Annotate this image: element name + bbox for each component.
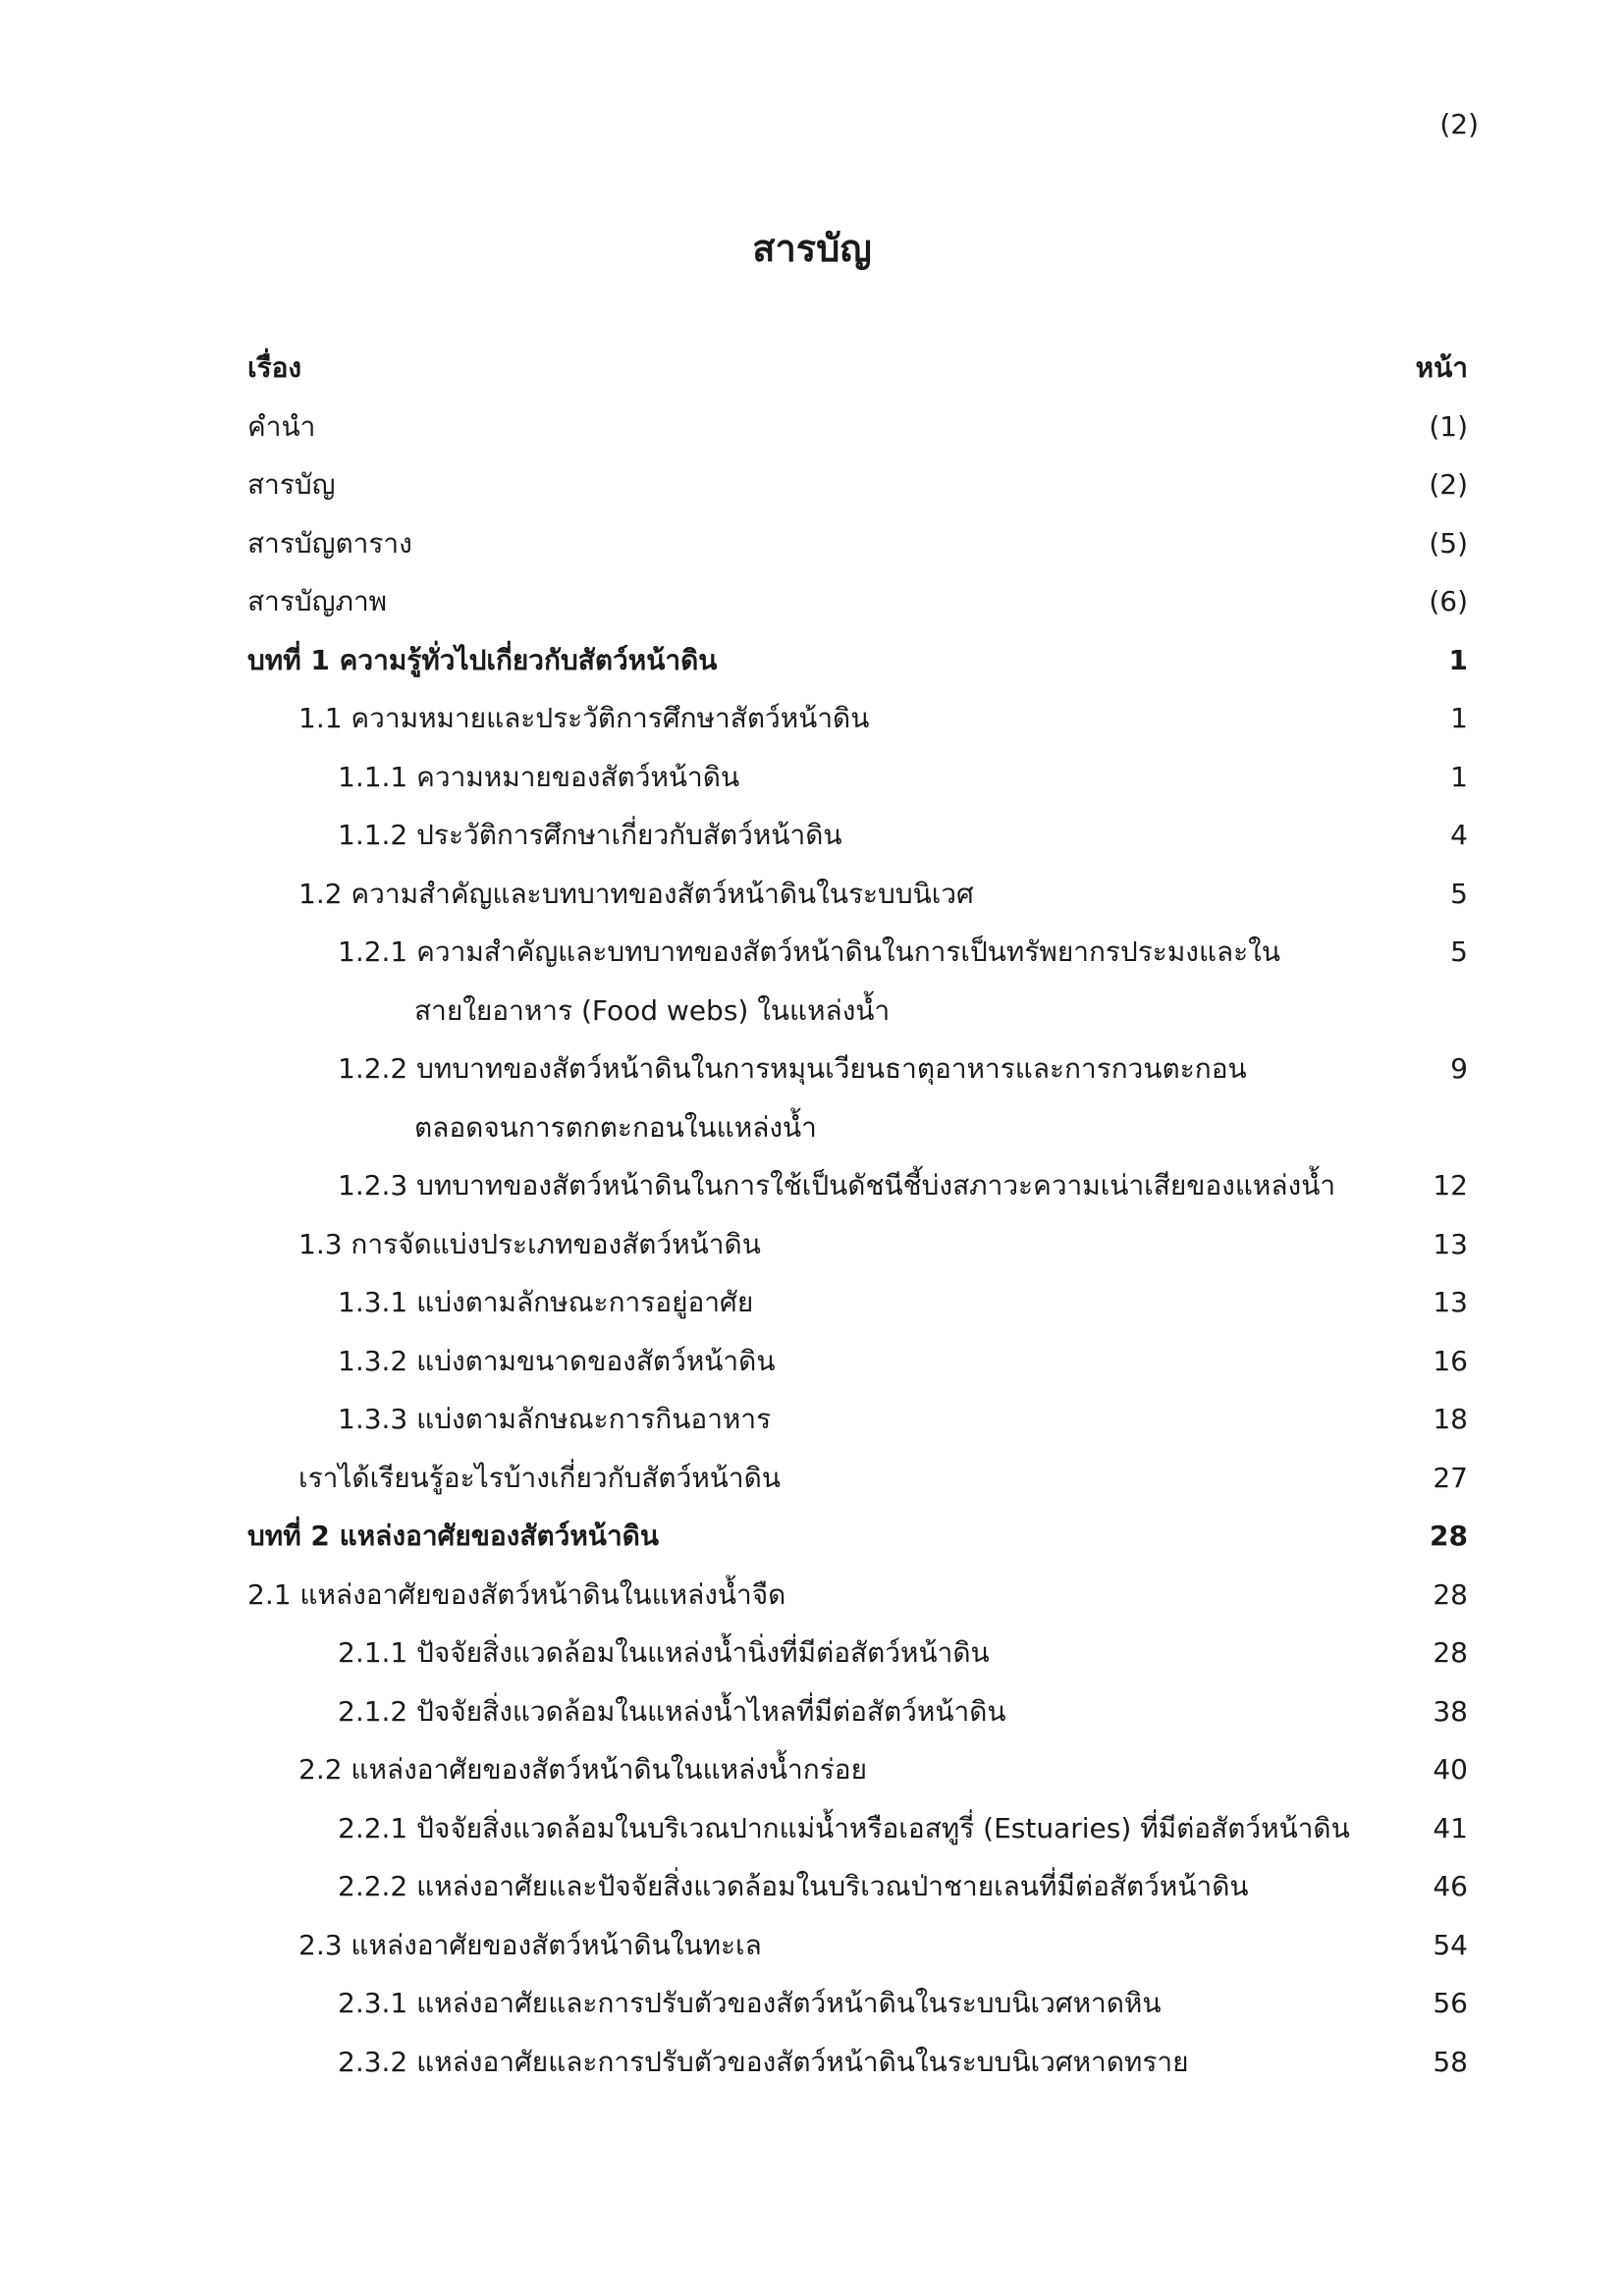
toc-entry-title: 2.2 แหล่งอาศัยของสัตว์หน้าดินในแหล่งน้ำกร่อย (298, 1753, 867, 1786)
toc-title: สารบัญ (752, 227, 872, 270)
toc-entry (247, 1624, 1468, 1682)
toc-entry-page: 28 (1433, 1577, 1468, 1611)
toc-entry (247, 806, 1468, 865)
toc-entry (247, 2033, 1468, 2092)
toc-entry (247, 1449, 1468, 1508)
toc-entry-page: 40 (1433, 1753, 1468, 1786)
toc-entry-title: 1.2.2 บทบาทของสัตว์หน้าดินในการหมุนเวียนธาตุอาหารและการกวนตะกอน (338, 1052, 1247, 1085)
toc-entry-page: 16 (1433, 1344, 1468, 1377)
toc-entry-page: 13 (1433, 1286, 1468, 1318)
toc-entry (247, 865, 1468, 924)
toc-entry (247, 1507, 1468, 1566)
toc-entry (247, 923, 1468, 1040)
toc-entry-page: 1 (1448, 643, 1468, 676)
toc-entry-page: 27 (1433, 1461, 1468, 1494)
toc-entry-page: (6) (1429, 585, 1468, 617)
toc-entry-page: 41 (1433, 1811, 1468, 1844)
toc-entry-page: 12 (1433, 1169, 1468, 1201)
toc-entry (247, 455, 1468, 514)
toc-entry-title: 2.1.2 ปัจจัยสิ่งแวดล้อมในแหล่งน้ำไหลที่มีต่อสัตว์หน้าดิน (338, 1694, 1006, 1728)
toc-entry-title: 2.2.1 ปัจจัยสิ่งแวดล้อมในบริเวณปากแม่น้ำหรือเอสทูรี่ (Estuaries) ที่มีต่อสัตว์หน้าดิน (338, 1811, 1350, 1844)
toc-entry (247, 748, 1468, 807)
toc-entry-title: 1.1.1 ความหมายของสัตว์หน้าดิน (338, 760, 740, 793)
toc-entry-page: 56 (1433, 1987, 1468, 2019)
toc-entry (247, 1799, 1468, 1858)
toc-entry (247, 572, 1468, 631)
toc-entry-title: 1.2 ความสำคัญและบทบาทของสัตว์หน้าดินในระบบนิเวศ (298, 877, 974, 910)
toc-entry (247, 1273, 1468, 1332)
toc-entry-title: 1.3.2 แบ่งตามขนาดของสัตว์หน้าดิน (338, 1344, 776, 1377)
toc-entry-title: 2.3.1 แหล่งอาศัยและการปรับตัวของสัตว์หน้าดินในระบบนิเวศหาดหิน (338, 1987, 1162, 2019)
toc-entry-title: 1.2.1 ความสำคัญและบทบาทของสัตว์หน้าดินในการเป็นทรัพยากรประมงและใน (338, 935, 1280, 968)
toc-entry-title: 2.1.1 ปัจจัยสิ่งแวดล้อมในแหล่งน้ำนิ่งที่มีต่อสัตว์หน้าดิน (338, 1636, 990, 1669)
toc-entry-title: 1.3.1 แบ่งตามลักษณะการอยู่อาศัย (338, 1286, 754, 1318)
toc-entry-title: คำนำ (247, 409, 316, 443)
toc-entry-title: เราได้เรียนรู้อะไรบ้างเกี่ยวกับสัตว์หน้าดิน (298, 1461, 781, 1494)
toc-entry-page: 38 (1433, 1694, 1468, 1728)
toc-entry-title: 2.2.2 แหล่งอาศัยและปัจจัยสิ่งแวดล้อมในบริเวณป่าชายเลนที่มีต่อสัตว์หน้าดิน (338, 1870, 1249, 1902)
toc-entry (247, 1857, 1468, 1916)
toc-list (247, 339, 1468, 2091)
toc-entry-title: สารบัญ (247, 468, 336, 501)
toc-entry-title: บทที่ 2 แหล่งอาศัยของสัตว์หน้าดิน (247, 1520, 659, 1552)
toc-entry (247, 1040, 1468, 1156)
toc-entry-page: 58 (1433, 2045, 1468, 2078)
toc-entry-page: 4 (1450, 819, 1468, 851)
toc-entry-title: สารบัญภาพ (247, 585, 388, 617)
toc-entry-title: 2.3.2 แหล่งอาศัยและการปรับตัวของสัตว์หน้าดินในระบบนิเวศหาดทราย (338, 2045, 1189, 2078)
page-number: (2) (1439, 108, 1479, 140)
toc-entry-page: 1 (1450, 702, 1468, 734)
toc-entry-page: 5 (1450, 877, 1468, 910)
toc-entry-page: (2) (1429, 468, 1468, 501)
toc-entry (247, 631, 1468, 690)
toc-entry-title: บทที่ 1 ความรู้ทั่วไปเกี่ยวกับสัตว์หน้าดิน (247, 643, 718, 676)
toc-entry-page: 18 (1433, 1403, 1468, 1435)
toc-header-row (247, 339, 1468, 398)
toc-entry (247, 1156, 1468, 1215)
toc-entry (247, 1332, 1468, 1391)
toc-entry-title-continuation: ตลอดจนการตกตะกอนในแหล่งน้ำ (414, 1110, 817, 1144)
toc-entry-page: 28 (1433, 1636, 1468, 1669)
toc-entry-title: 2.3 แหล่งอาศัยของสัตว์หน้าดินในทะเล (298, 1928, 762, 1961)
toc-entry (247, 514, 1468, 573)
toc-entry-page: 13 (1433, 1227, 1468, 1260)
toc-entry-title-continuation: สายใยอาหาร (Food webs) ในแหล่งน้ำ (414, 993, 891, 1027)
toc-entry-page: 1 (1450, 760, 1468, 793)
toc-header-page: หน้า (1415, 351, 1468, 384)
toc-entry (247, 689, 1468, 748)
toc-entry (247, 1215, 1468, 1274)
toc-entry-page: (1) (1429, 409, 1468, 443)
toc-entry-page: 46 (1433, 1870, 1468, 1902)
toc-entry-title: 1.1.2 ประวัติการศึกษาเกี่ยวกับสัตว์หน้าดิน (338, 819, 842, 851)
toc-entry-page: 9 (1450, 1052, 1468, 1085)
toc-entry (247, 398, 1468, 456)
toc-entry (247, 1682, 1468, 1741)
toc-entry (247, 1916, 1468, 1975)
toc-entry (247, 1974, 1468, 2033)
toc-entry-title: 2.1 แหล่งอาศัยของสัตว์หน้าดินในแหล่งน้ำจืด (247, 1577, 786, 1611)
toc-entry-page: 28 (1430, 1520, 1468, 1552)
toc-entry-title: 1.3.3 แบ่งตามลักษณะการกินอาหาร (338, 1403, 772, 1435)
toc-entry-page: 54 (1433, 1928, 1468, 1961)
toc-entry (247, 1566, 1468, 1625)
toc-entry-page: (5) (1429, 526, 1468, 560)
toc-entry-title: 1.3 การจัดแบ่งประเภทของสัตว์หน้าดิน (298, 1227, 761, 1260)
toc-entry-title: 1.2.3 บทบาทของสัตว์หน้าดินในการใช้เป็นดัชนีชี้บ่งสภาวะความเน่าเสียของแหล่งน้ำ (338, 1169, 1336, 1201)
toc-entry-title: สารบัญตาราง (247, 526, 412, 560)
toc-entry-page: 5 (1450, 935, 1468, 968)
toc-entry-title: 1.1 ความหมายและประวัติการศึกษาสัตว์หน้าดิน (298, 702, 870, 734)
toc-entry (247, 1390, 1468, 1449)
toc-header-subject: เรื่อง (247, 351, 302, 384)
toc-entry (247, 1740, 1468, 1799)
